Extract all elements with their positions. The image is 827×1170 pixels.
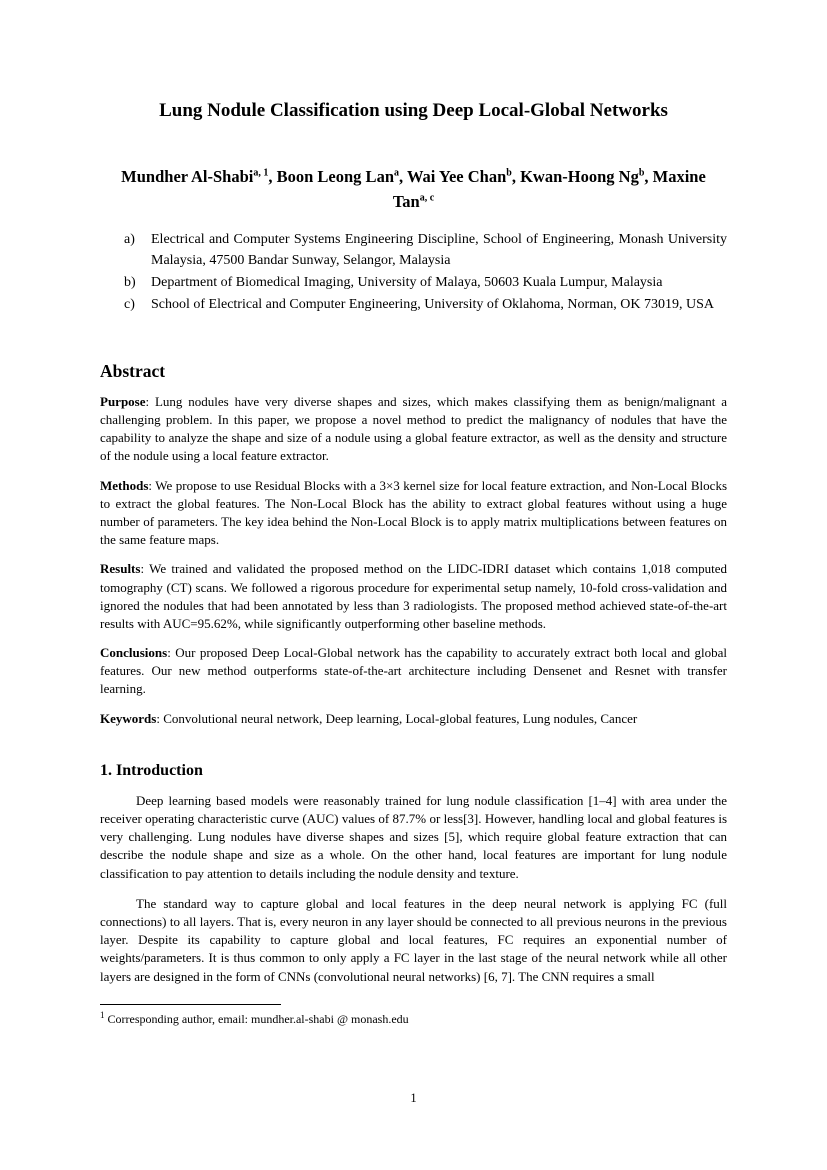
section-heading-introduction: 1. Introduction — [100, 761, 203, 779]
page-number: 1 — [410, 1091, 417, 1105]
affiliation-item — [124, 272, 727, 293]
paragraph-label: Methods — [100, 477, 149, 493]
abstract-paragraph-results — [100, 560, 727, 633]
introduction-paragraph: Deep learning based models were reasonably trained for lung nodule classification [1–4] with area under the receiver operating characteristic curve (AUC) values of 87.7% or less[3]. However, handling local and global features is very challenging. Lung nodules have diverse shapes and sizes [5], which require global feature extraction that can describe the nodule shape and size as a whole. On the other hand, local features are important for lung nodule classification to pay attention to details including the nodule density and texture. — [100, 792, 727, 881]
affiliation-text: Electrical and Computer Systems Engineering Discipline, School of Engineering, Monash University Malaysia, 47500 Bandar Sunway, Selangor, Malaysia — [151, 231, 727, 268]
author-name: , Kwan-Hoong Ng — [511, 166, 639, 186]
affiliation-marker: a) — [124, 231, 135, 247]
affiliation-text: Department of Biomedical Imaging, University of Malaya, 50603 Kuala Lumpur, Malaysia — [151, 274, 663, 290]
paragraph-label: Purpose — [100, 393, 146, 409]
paper-title: Lung Nodule Classification using Deep Local-Global Networks — [159, 100, 668, 121]
author-superscript: a, c — [419, 192, 435, 204]
paragraph-text: : We propose to use Residual Blocks with a 3×3 kernel size for local feature extraction, and Non-Local Blocks to extract the global features. The Non-Local Block has the ability to extract global features without using a huge number of parameters. The key idea behind the Non-Local Block is to apply matrix multiplications between features on the same feature maps. — [100, 477, 727, 548]
author-superscript: b — [506, 167, 512, 179]
paragraph-label: Keywords — [100, 710, 157, 726]
introduction-paragraph: The standard way to capture global and local features in the deep neural network is applying FC (full connections) to all layers. That is, every neuron in any layer should be connected to all previous neurons in the previous layer. Despite its capability to capture global and local features, FC requires an exponential number of weights/parameters. It is thus common to only apply a FC layer in the last stage of the neural network while all other layers are designed in the form of CNNs (convolutional neural networks) [6, 7]. The CNN requires a small — [100, 895, 727, 984]
author — [268, 167, 399, 186]
author-superscript: b — [638, 167, 645, 179]
author — [121, 167, 268, 186]
authors-line — [100, 164, 727, 215]
keywords-line — [100, 710, 727, 728]
author — [399, 167, 512, 186]
author-name: , Maxine Tan — [392, 166, 706, 212]
affiliations-list — [124, 229, 727, 315]
paragraph-label: Conclusions — [100, 645, 168, 661]
author — [512, 167, 645, 186]
footnote-text: Corresponding author, email: mundher.al-shabi @ monash.edu — [104, 1011, 409, 1026]
affiliation-text: School of Electrical and Computer Engineering, University of Oklahoma, Norman, OK 73019, USA — [151, 296, 714, 312]
abstract-paragraph-methods — [100, 477, 727, 550]
paragraph-text: : We trained and validated the proposed method on the LIDC-IDRI dataset which contains 1,018 computed tomography (CT) scans. We followed a rigorous procedure for experimental setup namely, 10-fold cross-validation and ignored the nodules that had been annotated by less than 3 radiologists. The proposed method achieved state-of-the-art results with AUC=95.62%, while significantly outperforming other baseline methods. — [100, 561, 727, 631]
author-superscript: a — [394, 167, 399, 179]
footnote-separator — [100, 1004, 281, 1005]
author-name: , Boon Leong Lan — [268, 166, 394, 186]
abstract-heading: Abstract — [100, 360, 166, 381]
abstract-paragraph-purpose — [100, 393, 727, 466]
paragraph-text: : Lung nodules have very diverse shapes and sizes, which makes classifying them as benign/malignant a challenging problem. In this paper, we propose a novel method to predict the malignancy of nodules that have the capability to analyze the shape and size of a nodule using a global feature extractor, as well as the density and structure of the nodule using a local feature extractor. — [100, 393, 727, 464]
affiliation-marker: c) — [124, 296, 135, 312]
affiliation-marker: b) — [124, 274, 136, 290]
footnote — [100, 1009, 727, 1028]
footnote-marker: 1 — [100, 1009, 105, 1020]
author-superscript: a, 1 — [253, 167, 269, 179]
affiliation-item — [124, 229, 727, 271]
author-name: Mundher Al-Shabi — [121, 166, 254, 186]
abstract-paragraph-conclusions — [100, 644, 727, 699]
affiliation-item — [124, 294, 727, 315]
paragraph-text: : Our proposed Deep Local-Global network has the capability to accurately extract both local and global features. Our new method outperforms state-of-the-art architecture including Densenet and Resnet with transfer learning. — [100, 645, 727, 697]
paragraph-label: Results — [100, 561, 141, 577]
paragraph-text: : Convolutional neural network, Deep learning, Local-global features, Lung nodules, Cancer — [156, 710, 638, 726]
author-name: , Wai Yee Chan — [399, 166, 507, 186]
